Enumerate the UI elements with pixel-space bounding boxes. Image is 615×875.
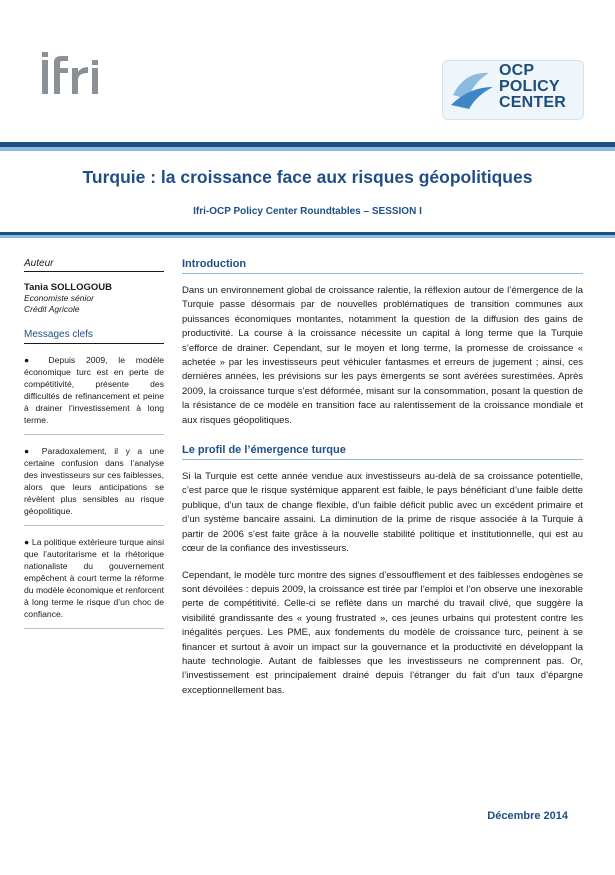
ocp-emblem-icon: [447, 65, 495, 113]
intro-heading: Introduction: [182, 258, 583, 274]
ocp-policy-center-logo: [442, 60, 584, 120]
author-organization: Crédit Agricole: [24, 304, 80, 314]
ifri-logo-mark: [40, 52, 112, 96]
key-message: ● Paradoxalement, il y a une certaine confusion dans l’analyse des investisseurs sur ces faiblesses, alors que leurs anticipations se révèlent plus sensibles au risque géopolitique.: [24, 435, 164, 526]
profile-paragraph-2: Cependant, le modèle turc montre des signes d’essoufflement et des faiblesses endogènes se sont dévoilées : depuis 2009, la croissance est tirée par l’emploi et l’on observe une inexorable perte de compétitivité. Celle-ci se reflète dans un marché du travail clivé, que suggère la visibilité grandissante des « young frustrated », ces jeunes urbains qui protestent contre les inégalités perçues. Les PME, aux fondements du modèle de croissance turc, peinent à se financer et surtout à avoir un impact sur la gouvernance et la productivité en développant la haute technologie. Autant de faiblesses que les investisseurs ne comprennent pas. Or, l’investissement est principalement drainé depuis l’étranger du fait d’un taux d’épargne exceptionnellement bas.: [182, 569, 583, 696]
title-rule-light: [0, 235, 615, 238]
main-content: [182, 258, 583, 698]
ifri-logo: [40, 52, 112, 101]
ocp-logo-text: OCP POLICY CENTER: [499, 62, 566, 111]
key-message: ● La politique extérieure turque ainsi que l’autoritarisme et la rhétorique nationaliste du gouvernement empêchent à court terme la réforme du modèle économique et renforcent à long terme le risque d’un choc de confiance.: [24, 526, 164, 629]
document-title: Turquie : la croissance face aux risques géopolitiques: [82, 167, 533, 187]
document-date: Décembre 2014: [487, 810, 568, 822]
intro-paragraph: Dans un environnement global de croissance ralentie, la réflexion autour de l’émergence de la Turquie passe désormais par de nouvelles problématiques de transition communes aux puissances économiques montantes, notamment la question de la diffusion des gains de productivité. La course à la croissance nécessite un capital à long terme que la Turquie s’efforce de drainer. Cependant, sur le moyen et long terme, la promesse de croissance « achetée » par les investisseurs peut véhiculer fantasmes et erreurs de jugement ; ainsi, ces dernières années, les prévisions sur les pays émergents se sont avérées surestimées. Après 2009, la croissance turque s’est déformée, misant sur la consommation, posant la question de la résistance de ce modèle en transition face au ralentissement de la croissance mondiale et aux risques géopolitiques.: [182, 285, 583, 426]
header-rule-light: [0, 147, 615, 151]
author-heading: Auteur: [24, 258, 164, 272]
sidebar: [24, 258, 164, 629]
author-role: Economiste sénior: [24, 293, 94, 303]
key-message: ● Depuis 2009, le modèle économique turc est en perte de compétitivité, présente des difficultés de refinancement et peine à drainer l’investissement à long terme.: [24, 344, 164, 435]
document-subtitle: Ifri-OCP Policy Center Roundtables – SESSION I: [193, 206, 422, 217]
profile-paragraph-1: Si la Turquie est cette année vendue aux investisseurs au-delà de sa croissance potentielle, c’est parce que le risque systémique apparent est faible, le pays bénéficiant d’une faible dette publique, d’un taux de change flexible, d’un faible déficit public avec un excédent primaire et d’un système bancaire assaini. La diminution de la prime de risque associée à la Turquie à partir de 2006 s’est faite grâce à la nouvelle stabilité politique et institutionnelle, qui est au cœur de la confiance des investisseurs.: [182, 471, 583, 555]
author-name: Tania SOLLOGOUB: [24, 282, 112, 293]
messages-heading: Messages clefs: [24, 329, 164, 344]
profile-heading: Le profil de l’émergence turque: [182, 444, 583, 460]
